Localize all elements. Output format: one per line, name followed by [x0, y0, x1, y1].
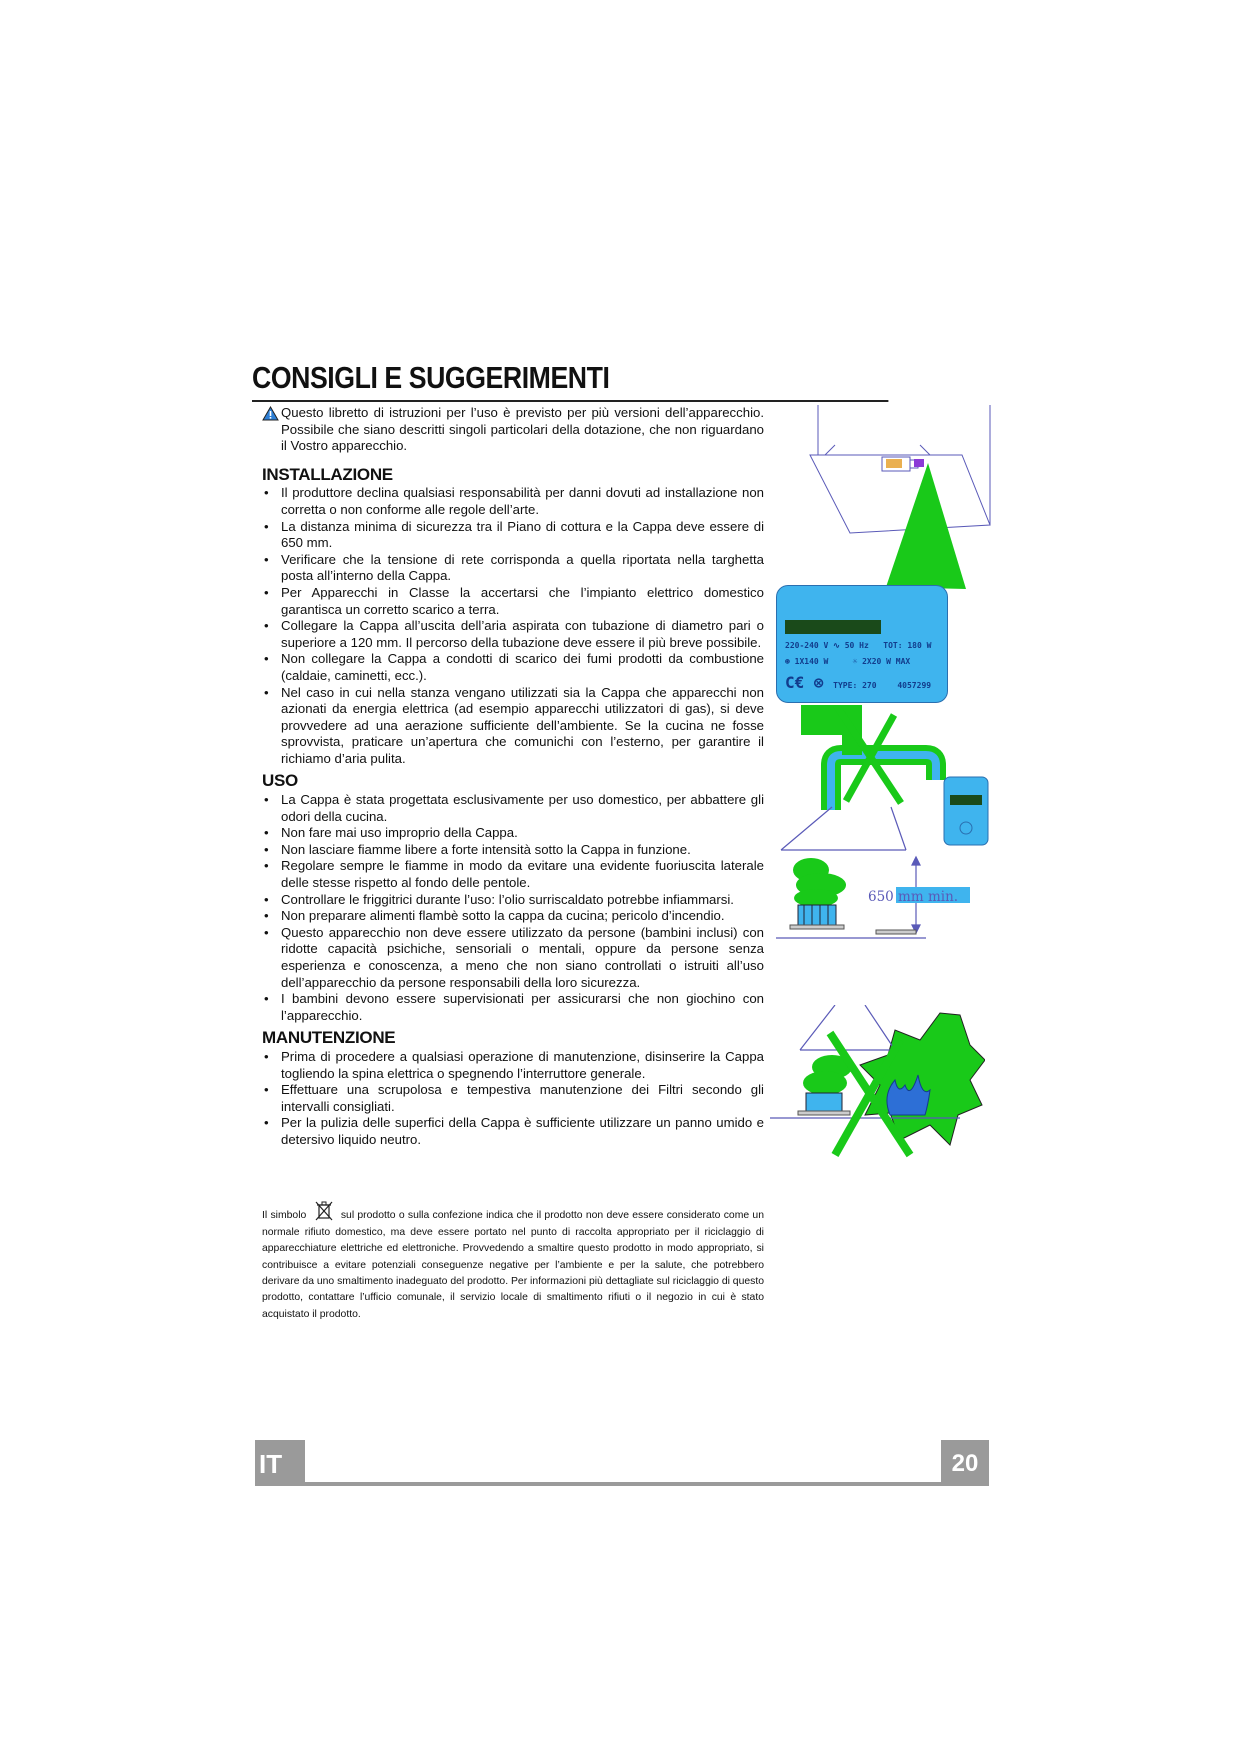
disposal-text: sul prodotto o sulla confezione indica che il prodotto non deve essere considerato come un normale rifiuto domestico, ma deve essere portato nel punto di raccolta appropriato per il riciclaggio di apparecchiature elettriche ed elettroniche. Provvedendo a smaltire questo prodotto in modo appropriato, si contribuisce a evitare potenziali conseguenze negative per l’ambiente e per la salute, che potrebbero derivare da uno smaltimento inadeguato del prodotto. Per informazioni più dettagliate sul riciclaggio di questo prodotto, contattare l’ufficio comunale, il servizio locale di smaltimento rifiuti o il negozio in cui è stato acquistato il prodotto.	[262, 1210, 764, 1320]
uso-list	[262, 792, 764, 1024]
hood-distance-illustration	[776, 705, 996, 945]
installazione-heading: INSTALLAZIONE	[262, 464, 393, 484]
cooking-steam-icon	[790, 858, 846, 929]
manutenzione-heading: MANUTENZIONE	[262, 1028, 396, 1048]
plate-total: TOT: 180 W	[883, 641, 932, 650]
disposal-text-before: Il simbolo	[262, 1210, 307, 1222]
manutenzione-list	[262, 1049, 764, 1149]
list-item: • Non fare mai uso improprio della Cappa.	[262, 825, 764, 842]
list-item: • Per la pulizia delle superfici della Cappa è sufficiente utilizzare un panno umido e detersivo liquido neutro.	[262, 1115, 764, 1148]
plate-lamps: 2X20 W MAX	[862, 657, 911, 666]
intro-note	[262, 405, 764, 455]
crossed-bin-icon	[312, 1200, 336, 1222]
list-item: • Prima di procedere a qualsiasi operazione di manutenzione, disinserire la Cappa togliendo la spina elettrica o spegnendo l’interruttore generale.	[262, 1049, 764, 1082]
main-text-column	[262, 405, 764, 1155]
plate-voltage: 220-240 V	[785, 641, 829, 650]
list-item: • Non lasciare fiamme libere a forte intensità sotto la Cappa in funzione.	[262, 842, 764, 859]
list-item: • La distanza minima di sicurezza tra il Piano di cottura e la Cappa deve essere di 650 mm.	[262, 519, 764, 552]
cooking-steam-icon	[798, 1055, 852, 1115]
disposal-note	[262, 1200, 764, 1323]
list-item: • La Cappa è stata progettata esclusivamente per uso domestico, per abbattere gli odori della cucina.	[262, 792, 764, 825]
list-item: • Collegare la Cappa all’uscita dell’aria aspirata con tubazione di diametro pari o superiore a 120 mm. Il percorso della tubazione deve essere il più breve possibile.	[262, 618, 764, 651]
plate-motor: 1X140 W	[794, 657, 829, 666]
list-item: • Non preparare alimenti flambè sotto la cappa da cucina; pericolo d’incendio.	[262, 908, 764, 925]
uso-heading: USO	[262, 771, 298, 791]
list-item: • Controllare le friggitrici durante l’uso: l’olio surriscaldato potrebbe infiammarsi.	[262, 892, 764, 909]
warning-icon	[262, 406, 279, 421]
page-number: 20	[941, 1440, 989, 1486]
open-flame-forbidden-illustration	[770, 1005, 985, 1165]
language-tab: IT	[255, 1440, 305, 1486]
installazione-list	[262, 485, 764, 767]
plate-code: 4057299	[897, 681, 932, 690]
list-item: • Effettuare una scrupolosa e tempestiva manutenzione dei Filtri secondo gli intervalli consigliati.	[262, 1082, 764, 1115]
list-item: • Nel caso in cui nella stanza vengano utilizzati sia la Cappa che apparecchi non azionati da energia elettrica (ad esempio apparecchi utilizzatori di gas), si deve provvedere ad una aerazione sufficiente dell’ambiente. Se la cucina ne fosse sprovvista, praticare un’apertura che comunichi con l’esterno, per garantire il richiamo d’aria pulita.	[262, 685, 764, 768]
distance-label: 650 mm min.	[868, 889, 959, 905]
list-item: • I bambini devono essere supervisionati per assicurarsi che non giochino con l’apparecchio.	[262, 991, 764, 1024]
ce-mark-icon: C€ ⊗	[785, 673, 824, 692]
page-title: CONSIGLI E SUGGERIMENTI	[252, 360, 888, 402]
list-item: • Per Apparecchi in Classe la accertarsi che l’impianto elettrico domestico garantisca un corretto scarico a terra.	[262, 585, 764, 618]
list-item: • Questo apparecchio non deve essere utilizzato da persone (bambini inclusi) con ridotte capacità psichiche, sensoriali o mentali, oppure da persone senza esperienza e conoscenza, a meno che non siano controllati o istruiti all’uso dell’apparecchio da persone responsabili della loro sicurezza.	[262, 925, 764, 991]
list-item: • Regolare sempre le fiamme in modo da evitare una evidente fuoriuscita laterale delle stesse rispetto al fondo delle pentole.	[262, 858, 764, 891]
list-item: • Il produttore declina qualsiasi responsabilità per danni dovuti ad installazione non corretta o non conforme alle regole dell’arte.	[262, 485, 764, 518]
plate-brand-bar	[785, 620, 881, 634]
intro-text: Questo libretto di istruzioni per l’uso è previsto per più versioni dell’apparecchio. Possibile che siano descritti singoli particolari della dotazione, che non riguardano il Vostro apparecchio.	[281, 405, 764, 454]
rating-plate	[776, 585, 948, 703]
footer-bar	[305, 1482, 941, 1486]
plate-frequency: 50 Hz	[844, 641, 869, 650]
list-item: • Non collegare la Cappa a condotti di scarico dei fumi prodotti da combustione (caldaie, caminetti, ecc.).	[262, 651, 764, 684]
plate-type: TYPE: 270	[833, 681, 877, 690]
list-item: • Verificare che la tensione di rete corrisponda a quella riportata nella targhetta posta all’interno della Cappa.	[262, 552, 764, 585]
plate-text: 220-240 V ∿ 50 Hz TOT: 180 W ⊛ 1X140 W ☼ 2X20 W MAX C€ ⊗ TYPE: 270 4057299	[785, 641, 932, 692]
